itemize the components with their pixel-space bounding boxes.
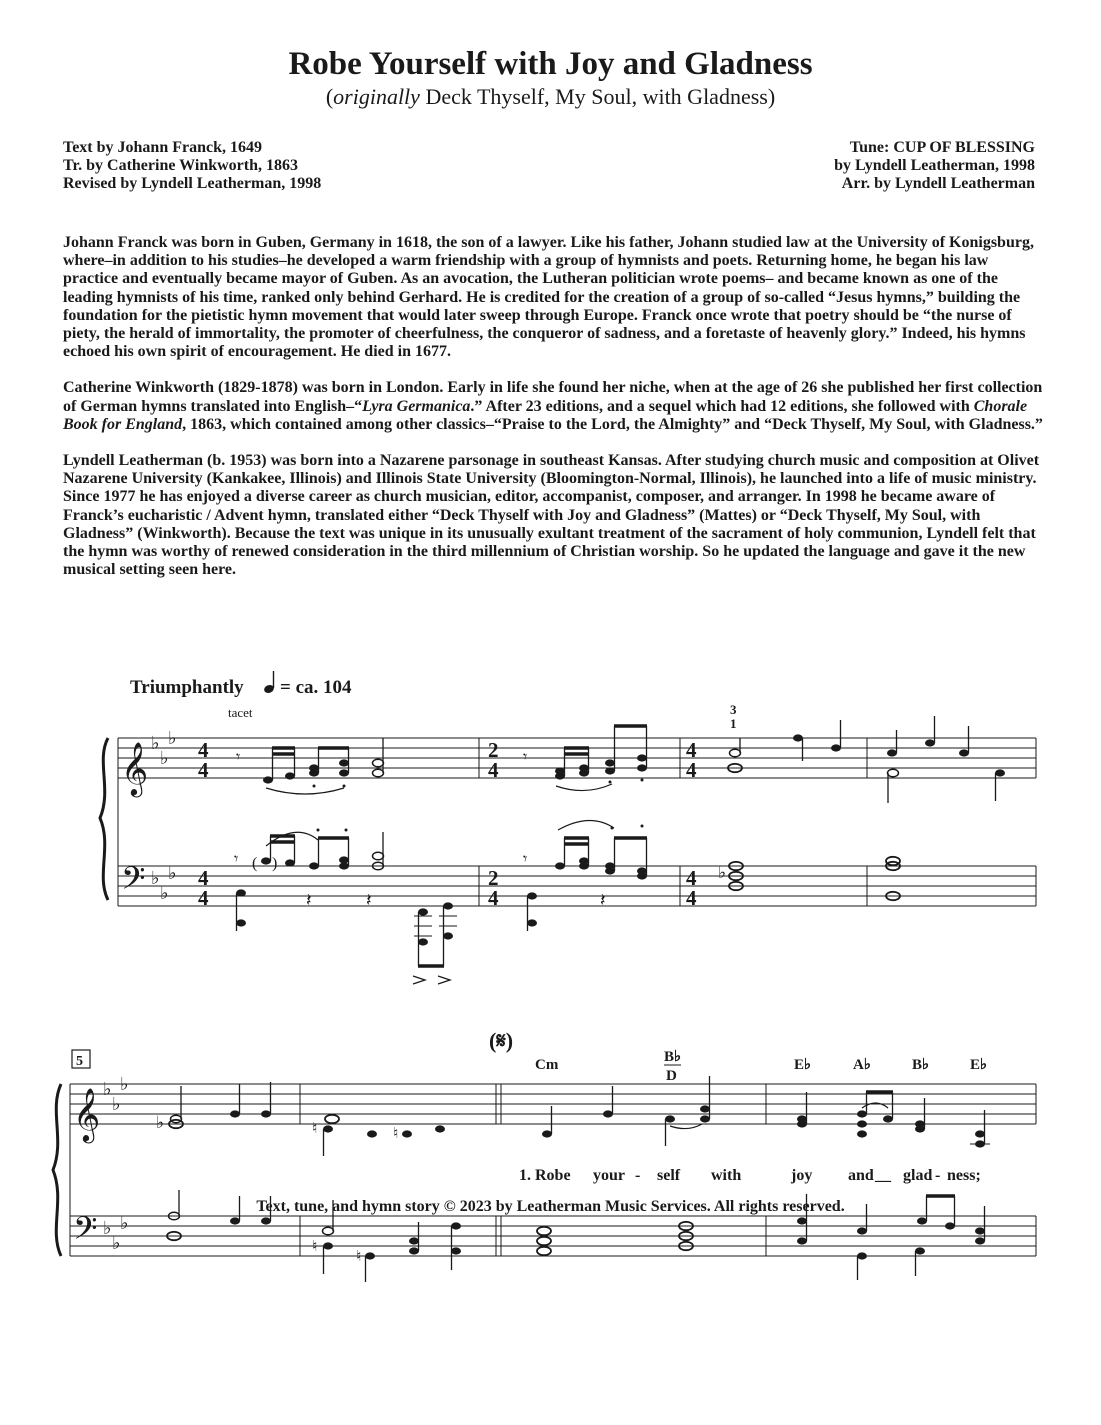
time-sig-bottom: 4 bbox=[198, 758, 209, 782]
svg-text:𝄾: 𝄾 bbox=[523, 749, 528, 766]
credit-revision: Revised by Lyndell Leatherman, 1998 bbox=[63, 175, 322, 192]
lyric-syllable: your bbox=[593, 1167, 625, 1184]
key-flat-icon: ♭ bbox=[168, 728, 177, 748]
subtitle-rest: Deck Thyself, My Soul, with Gladness) bbox=[419, 84, 776, 109]
measure-3 bbox=[718, 702, 841, 890]
lyric-syllable: and bbox=[848, 1167, 874, 1184]
time-sig-bottom: 4 bbox=[488, 886, 499, 910]
svg-text:𝄽: 𝄽 bbox=[600, 890, 606, 910]
page-title: Robe Yourself with Joy and Gladness bbox=[288, 46, 813, 82]
key-flat-icon: ♭ bbox=[103, 1218, 112, 1238]
time-sig-top: 2 bbox=[488, 866, 499, 890]
chord-bass-d: D bbox=[666, 1068, 677, 1084]
lyric-syllable: ness; bbox=[947, 1167, 981, 1184]
story-paragraph-franck: Johann Franck was born in Guben, Germany in 1618, the son of a lawyer. Like his father, Johann studied law at the University of Konigsburg, where–in addition to his studies–he developed a warm friendship with a group of hymnists and poets. Returning home, he began his law practice and eventually became mayor of Guben. As an avocation, the Lutheran politician wrote poems– and became known as one of the leading hymnists of his time, ranked only behind Gerhard. He is credited for the creation of a group of so-called “Jesus hymns,” building the foundation for the pietistic hymn movement that would later sweep through Europe. Franck once wrote that poetry should be “the nurse of piety, the herald of immortality, the promoter of cheerfulness, the conqueror of sadness, and a foretaste of heavenly glory.” Indeed, his hymns echoed his own spirit of encouragement. He died in 1677. bbox=[63, 234, 1034, 361]
key-flat-icon: ♭ bbox=[103, 1079, 112, 1099]
copyright-footer: Text, tune, and hymn story © 2023 by Leatherman Music Services. All rights reserved. bbox=[256, 1198, 845, 1215]
system-1 bbox=[100, 738, 1036, 906]
time-sig-top: 4 bbox=[198, 866, 209, 890]
bass-clef-icon: 𝄢 bbox=[121, 862, 146, 904]
chord-eb: E♭ bbox=[794, 1057, 812, 1073]
lyric-syllable: self bbox=[657, 1167, 681, 1184]
quarter-note-icon bbox=[263, 671, 275, 694]
bass-clef-icon: 𝄢 bbox=[73, 1212, 98, 1254]
credit-text: Text by Johann Franck, 1649 bbox=[63, 139, 262, 156]
svg-text:♮: ♮ bbox=[312, 1239, 318, 1255]
chord-symbols bbox=[535, 1049, 987, 1084]
chord-bb: B♭ bbox=[912, 1057, 930, 1073]
segno-icon: (𝄋) bbox=[489, 1028, 514, 1053]
measure-4 bbox=[886, 716, 1005, 900]
svg-text:𝄽: 𝄽 bbox=[366, 890, 372, 910]
time-sig-bottom: 4 bbox=[686, 886, 697, 910]
svg-text:𝄾: 𝄾 bbox=[236, 749, 241, 766]
key-flat-icon: ♭ bbox=[160, 748, 169, 768]
measure-8 bbox=[797, 1092, 990, 1280]
system-2-clefs bbox=[73, 1074, 129, 1254]
tacet-label: tacet bbox=[228, 705, 253, 720]
time-sig-bottom: 4 bbox=[686, 758, 697, 782]
chord-ab: A♭ bbox=[853, 1057, 871, 1073]
story-p2-c: .” After 23 editions, and a sequel which had 12 editions, she followed with bbox=[470, 397, 974, 415]
lyrics-verse-1 bbox=[519, 1167, 981, 1184]
credit-tune: Tune: CUP OF BLESSING bbox=[849, 139, 1035, 156]
lyric-hyphen: - bbox=[935, 1167, 941, 1184]
measure-2 bbox=[523, 726, 647, 931]
lyric-syllable: 1. Robe bbox=[519, 1167, 571, 1184]
chord-bb-over: B♭ bbox=[664, 1049, 682, 1065]
time-sig-bottom: 4 bbox=[488, 758, 499, 782]
fingering-upper: 3 bbox=[730, 702, 737, 717]
svg-text:𝄽: 𝄽 bbox=[306, 890, 312, 910]
key-flat-icon: ♭ bbox=[168, 863, 177, 883]
key-flat-icon: ♭ bbox=[151, 733, 160, 753]
svg-text:): ) bbox=[272, 855, 278, 872]
svg-text:𝄾: 𝄾 bbox=[234, 851, 239, 868]
story-p2-lyra: Lyra Germanica bbox=[362, 397, 471, 415]
tempo-text: Triumphantly bbox=[130, 677, 244, 698]
key-flat-icon: ♭ bbox=[112, 1233, 121, 1253]
time-sig-top: 2 bbox=[488, 738, 499, 762]
key-flat-icon: ♭ bbox=[120, 1074, 129, 1094]
svg-text:𝄾: 𝄾 bbox=[523, 851, 528, 868]
subtitle-italic: originally bbox=[333, 84, 420, 109]
tempo-value: = ca. 104 bbox=[280, 677, 352, 698]
chord-eb-2: E♭ bbox=[970, 1057, 988, 1073]
key-flat-icon: ♭ bbox=[120, 1213, 129, 1233]
credit-arranger: Arr. by Lyndell Leatherman bbox=[841, 175, 1035, 192]
lyric-extender: __ bbox=[875, 1167, 891, 1184]
key-flat-icon: ♭ bbox=[160, 883, 169, 903]
key-flat-icon: ♭ bbox=[151, 868, 160, 888]
measure-7 bbox=[537, 1076, 710, 1255]
time-sig-top: 4 bbox=[686, 738, 697, 762]
svg-text:(: ( bbox=[252, 855, 258, 872]
time-sig-top: 4 bbox=[198, 738, 209, 762]
subtitle-open: ( bbox=[325, 84, 334, 109]
flat-accidental-icon: ♭ bbox=[718, 863, 727, 882]
measure-number: 5 bbox=[76, 1054, 83, 1069]
svg-text:♮: ♮ bbox=[356, 1249, 362, 1265]
chord-cm: Cm bbox=[535, 1057, 559, 1073]
story-p2-e: , 1863, which contained among other classics–“Praise to the Lord, the Almighty” and “Deck Thyself, My Soul, with Gladness.” bbox=[182, 415, 1043, 433]
story-p2-a: Catherine Winkworth (1829-1878) was born in London. Early in life she found her niche, when at the age of 26 she published her first collection of German hymns translated into English–“ bbox=[63, 379, 1043, 415]
svg-text:♮: ♮ bbox=[393, 1126, 399, 1142]
system-2 bbox=[53, 1050, 1036, 1256]
fingering-lower: 1 bbox=[730, 716, 737, 731]
time-sig-top: 4 bbox=[686, 866, 697, 890]
story-paragraph-leatherman: Lyndell Leatherman (b. 1953) was born into a Nazarene parsonage in southeast Kansas. After studying church music and composition at Olivet Nazarene University (Kankakee, Illinois) and Illinois State University (Bloomington-Normal, Illinois), he launched into a life of music ministry. Since 1977 he has enjoyed a diverse career as church musician, editor, accompanist, composer, and arranger. In 1998 he became aware of Franck’s eucharistic / Advent hymn, translated either “Deck Thyself with Joy and Gladness” (Mattes) or “Deck Thyself, My Soul, with Gladness” (Winkworth). Because the text was unique in its unusually exultant treatment of the sacrament of holy communion, Lyndell felt that the hymn was worthy of renewed consideration in the third millennium of Christian worship. So he updated the language and gave it the new musical setting seen here. bbox=[63, 452, 1040, 579]
measure-1 bbox=[236, 738, 384, 794]
svg-text:♭: ♭ bbox=[156, 1113, 165, 1132]
story-p2-chorale: Chorale Book for England bbox=[63, 397, 1028, 433]
time-sig-bottom: 4 bbox=[198, 886, 209, 910]
lyric-hyphen: - bbox=[635, 1167, 641, 1184]
credit-composer: by Lyndell Leatherman, 1998 bbox=[834, 157, 1035, 174]
treble-clef-icon: 𝄞 bbox=[121, 743, 149, 794]
lyric-syllable: with bbox=[711, 1167, 742, 1184]
key-flat-icon: ♭ bbox=[112, 1094, 121, 1114]
treble-clef-icon: 𝄞 bbox=[73, 1089, 101, 1140]
lyric-syllable: joy bbox=[791, 1167, 813, 1184]
svg-text:♮: ♮ bbox=[312, 1121, 318, 1137]
credit-translation: Tr. by Catherine Winkworth, 1863 bbox=[63, 157, 298, 174]
system-1-clefs bbox=[121, 728, 177, 904]
lyric-syllable: glad bbox=[903, 1167, 933, 1184]
